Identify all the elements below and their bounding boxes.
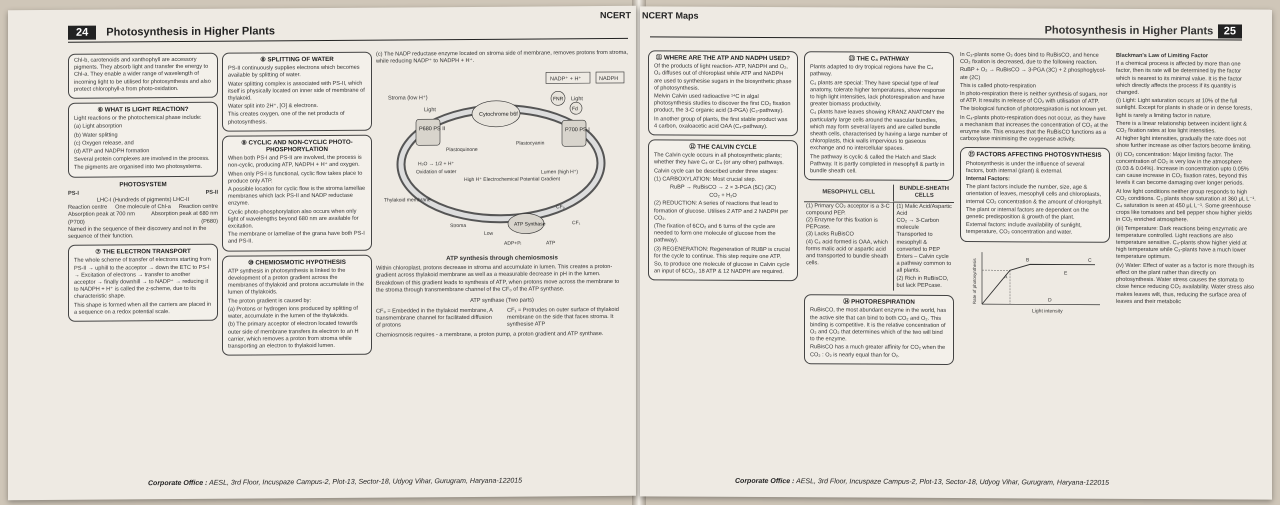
plastoquinone-label: Plastoquinone	[446, 147, 478, 154]
list-item: The plant factors include the number, size, age & orientation of leaves, mesophyll cells and chloroplasts, internal CO₂ concentration & the amount of chlorophyll.	[966, 184, 1103, 206]
absorption-peak-700: Absorption peak at 700 nm (P700)	[68, 211, 135, 226]
cf0-description: CF₀ = Embedded in the thylakoid membrane, A transmembrane channel for facilitated diffusion of protons	[376, 307, 493, 329]
list-item: Photosynthesis is under the influence of several factors, both internal (plant) & external.	[966, 160, 1085, 175]
list-item: Melvin Calvin used radioactive ¹⁴C in algal photosynthesis studies to discover the first CO₂ fixation product, the 3-C organic acid (3-PGA) (C₃-pathway).	[654, 93, 791, 115]
reaction-centre-1: Reaction centre	[68, 204, 108, 212]
table-cell: (4) C₄ acid formed is OAA, which forms malic acid or aspartic acid and transported to bundle sheath cells.	[806, 238, 889, 267]
list-item: (iii) Temperature: Dark reactions being enzymatic are temperature controlled. Light reactions are also temperature sensitive. C₄-plants show higher yield at high temperature while C₃-plants have a much lower temperature optimum.	[1116, 225, 1248, 261]
list-item: (3) REGENERATION: Regeneration of RUBP is crucial for the cycle to continue. This step require one ATP.	[654, 246, 790, 260]
list-item: The membrane or lamellae of the grana have both PS-I and PS-II.	[228, 230, 365, 246]
left-column-3	[376, 50, 628, 341]
left-page-header	[68, 20, 628, 43]
table-cell: Enters – Calvin cycle a pathway common to all plants.	[896, 253, 952, 275]
right-column-1	[648, 50, 798, 285]
list-item: Cyclic photo-phosphorylation also occurs when only light of wavelengths beyond 680 nm are available for excitation.	[228, 208, 359, 230]
accessory-pigments-text: Chl-b, carotenoids and xanthophyll are accessory pigments. They absorb light and transfer the energy to Chl-a. They enable a wider range of wavelength of incoming light to be utilised for photosynthesis and also protect chlorophyll-a from photo-oxidation.	[74, 56, 211, 93]
list-item: Plants adapted to dry tropical regions have the C₄ pathway.	[810, 64, 934, 78]
table-cell: (2) Rich in RuBisCO, but lack PEPcase.	[896, 275, 949, 289]
list-item: In C₄-plants photo-respiration does not occur, as they have a mechanism that increases the concentration of CO₂ at the enzyme site. This ensures that the RuBisCO functions as a carboxylase minimising the oxygenase activity.	[960, 114, 1108, 143]
table-cell: Transported to mesophyll & converted to PEP	[896, 232, 940, 253]
accessory-pigments-box	[68, 53, 218, 99]
light-label-1: Light	[424, 107, 436, 114]
electron-transport-text: The whole scheme of transfer of electrons starting from PS-II → uphill to the acceptor → down the ETC to PS-I → Excitation of electrons → transfer to another acceptor → finally downhill → to NADP⁺ → reducing it to NADPH + H⁺ is called the z-scheme, due to its characteristic shape.	[74, 257, 211, 301]
chemiosmosis-diagram	[376, 68, 628, 250]
internal-factors-heading: Internal Factors:	[966, 176, 1010, 183]
list-item: At higher light intensities, gradually the rate does not show further increase as other factors become limiting.	[1116, 136, 1252, 150]
electron-transport-title: ⑦ THE ELECTRON TRANSPORT	[95, 248, 191, 256]
light-label-2: Light	[571, 96, 583, 103]
reaction-centre-2: Reaction centre	[178, 203, 218, 211]
footer-label: Corporate Office :	[148, 479, 208, 488]
left-column-2	[222, 52, 372, 360]
left-footer	[148, 478, 522, 488]
water-label: H₂O → 1/2 + H⁺	[418, 161, 455, 168]
graph-point-d: D	[1048, 297, 1052, 304]
list-item: In another group of plants, the first stable product was 4 carbon, oxaloacetic acid OAA (C₄-pathway).	[654, 116, 788, 130]
graph-point-c: C	[1088, 257, 1092, 264]
photosystem-title: PHOTOSYSTEM	[119, 180, 167, 189]
list-item: Calvin cycle can be described under three stages:	[654, 168, 778, 175]
right-page	[600, 6, 1272, 499]
footer-address: AESL, 3rd Floor, Incuspaze Campus-2, Plot-13, Sector-18, Udyog Vihar, Gurugram, Haryana-122015	[796, 478, 1110, 487]
cyclic-title: ⑨ CYCLIC AND NON-CYCLIC PHOTO-PHOSPHORYLATION	[241, 138, 353, 154]
photosystem-chart	[68, 180, 218, 241]
ps2-label: PS-II	[205, 189, 218, 196]
photorespiration-equation: RuBP + O₂ → RuBisCO → 3-PGA (3C) + 2 phosphoglycol-ate (2C)	[960, 67, 1106, 81]
list-item: At low light conditions neither group responds to high CO₂ conditions. C₃ plants show saturation at 360 μL L⁻¹. C₄ saturation is seen at 450 μL L⁻¹. Some greenhouse crops like tomatoes and bell pepper show higher yields in CO₂ enriched atmosphere.	[1116, 188, 1256, 224]
table-cell: (1) Primary CO₂ acceptor is a 3-C compound PEP.	[806, 202, 890, 217]
graph-point-e: E	[1064, 270, 1068, 277]
p700-label: P700 PS I	[565, 127, 590, 134]
list-item: When only PS-I is functional, cyclic flow takes place to produce only ATP.	[228, 170, 363, 185]
list-item: Within chloroplast, protons decrease in stroma and accumulate in lumen. This creates a proton-gradient across thylakoid membrane as well as a measurable decrease in pH in the lumen.	[376, 263, 613, 279]
list-item: PS-II continuously supplies electrons which becomes available by splitting of water.	[228, 64, 360, 80]
calvin-cycle-title: ⑫ THE CALVIN CYCLE	[689, 143, 757, 151]
nadp-plus-label: NADP⁺ + H⁺	[550, 76, 582, 83]
factors-title: ⑮ FACTORS AFFECTING PHOTOSYNTHESIS	[968, 151, 1102, 160]
c4-pathway-box	[804, 51, 954, 181]
list-item: This is called photo-respiration	[960, 82, 1036, 90]
photorespiration-box	[804, 294, 954, 364]
list-item: (c) Oxygen release, and	[74, 140, 134, 147]
cf1-description: CF₁ = Protrudes on outer surface of thylakoid membrane on the side that faces stroma. It synthesise ATP	[507, 306, 619, 328]
light-reaction-title: ⑥ WHAT IS LIGHT REACTION?	[97, 105, 189, 114]
list-item: RuBisCO has a much greater affinity for CO₂ when the CO₂ : O₂ is nearly equal than for O₂.	[810, 344, 946, 359]
list-item: (d) ATP and NADPH formation	[74, 148, 150, 155]
bundle-sheath-header: BUNDLE-SHEATH CELLS	[894, 185, 954, 202]
list-item: The pigments are organised into two photosystems.	[74, 164, 203, 172]
list-item: ATP synthesis in photosynthesis is linked to the development of a proton gradient across the membranes of thylakoid and protons accumulate in the lumen of thylakoids.	[228, 267, 364, 297]
graph-point-b: B	[1026, 257, 1030, 264]
ncert-tab-left: NCERT	[600, 10, 631, 21]
nadp-reductase-text: (c) The NADP reductase enzyme located on stroma side of membrane, removes protons from stroma, while reducing NADP⁺ to NADPH + H⁺.	[376, 49, 628, 65]
list-item: C₄ plants are special: They have special type of leaf anatomy, tolerate higher temperatures, show response to high light intensities, lack photorespiration and have greater biomass productivity.	[810, 79, 946, 108]
right-column-3	[960, 52, 1110, 320]
table-cell: (1) Malic Acid/Aspartic Acid	[896, 203, 952, 217]
photorespiration-title: ⑭ PHOTORESPIRATION	[843, 298, 915, 306]
list-item: The biological function of photorespiration is not known yet.	[960, 106, 1107, 114]
lhc-label: LHC-I (Hundreds of pigments) LHC-II	[96, 196, 190, 204]
list-item: Water split into 2H⁺, [O] & electrons.	[228, 103, 319, 110]
stroma-label: Stroma	[450, 223, 467, 230]
right-page-title: Photosynthesis in Higher Plants	[1044, 24, 1214, 38]
list-item: There is a linear relationship between incident light & CO₂ fixation rates at low light intensities.	[1116, 120, 1247, 135]
footer-address: AESL, 3rd Floor, Incuspaze Campus-2, Plot-13, Sector-18, Udyog Vihar, Gurugram, Haryana-122015	[209, 477, 523, 487]
left-page	[8, 6, 636, 500]
list-item: (b) Water splitting	[74, 132, 118, 139]
oxidation-label: Oxidation of water	[416, 169, 457, 176]
lumen-label: Lumen (high H⁺)	[541, 169, 579, 176]
splitting-water-box	[222, 52, 372, 132]
atp-nadph-title: ⑪ WHERE ARE THE ATP AND NADPH USED?	[655, 54, 791, 63]
list-item: (1) CARBOXYLATION: Most crucial step.	[654, 176, 757, 183]
cf0-label: CF₀	[556, 204, 565, 211]
light-reaction-box	[68, 102, 218, 178]
right-page-header	[650, 18, 1242, 40]
list-item: (ii) CO₂ concentration: Major limiting factor. The concentration of CO₂ is very low in the atmosphere (0.03 & 0.04%). Increase in concentration upto 0.05% can cause increase in CO₂ fixation rates, beyond this levels it can become damaging over longer periods.	[1116, 151, 1249, 187]
list-item: When both PS-I and PS-II are involved, the process is non-cyclic, producing ATP, NADPH + H⁺ and oxygen.	[228, 154, 362, 170]
list-item: The Calvin cycle occurs in all photosynthetic plants; whether they have C₃ or C₄ (or any other) pathways.	[654, 152, 784, 167]
light-intensity-graph	[960, 246, 1110, 317]
graph-x-axis	[982, 304, 1100, 305]
list-item: Light reactions or the photochemical phase include:	[74, 115, 202, 122]
atp-nadph-box	[648, 50, 798, 136]
carboxylation-substrate: CO₂ + H₂O	[709, 192, 737, 200]
list-item: This creates oxygen, one of the net products of photosynthesis.	[228, 111, 345, 126]
list-item: Breakdown of this gradient leads to synthesis of ATP, when protons move across the membrane to the stroma through transmembrane channel of the CF₀ of the ATP synthase.	[376, 279, 620, 295]
ncert-tab-right: NCERT Maps	[642, 10, 699, 21]
page-number-left: 24	[68, 26, 96, 40]
table-cell: CO₂ → 3-Carbon molecule	[896, 217, 940, 232]
list-item: So, to produce one molecule of glucose in Calvin cycle an input of 6CO₂, 18 ATP & 12 NADPH are required.	[654, 261, 790, 276]
chemiosmotic-box	[222, 254, 372, 355]
cytochrome-label: Cytochrome b6f	[479, 112, 518, 119]
list-item: C₄ plants have leaves showing KRANZ ANATOMY the particularly large cells around the vascular bundles, which may form several layers and are called bundle sheath cells, characterised by having a large number of chloroplasts, thick walls impervious to gaseous exchange and no intercellular spaces.	[810, 109, 948, 153]
right-footer	[735, 478, 1109, 487]
calvin-cycle-box	[648, 139, 798, 281]
blackman-title: Blackman's Law of Limiting Factor	[1116, 52, 1209, 60]
diagram-caption: ATP synthesis through chemiosmosis	[446, 253, 558, 262]
list-item: RuBisCO, the most abundant enzyme in the world, has the active site that can bind to both CO₂ and O₂. This binding is competitive. It is the relative concentration of O₂ and CO₂ that determines which of the two will bind to the enzyme.	[810, 307, 947, 343]
list-item: (The fixation of 6CO₂ and 6 turns of the cycle are needed to form one molecule of glucose from the pathway).	[654, 223, 776, 245]
carboxylation-equation: RuBP → RuBisCO → 2 × 3-PGA (5C) (3C)	[669, 184, 777, 192]
mesophyll-bundle-table	[804, 184, 954, 291]
list-item: (a) Light absorption	[74, 123, 123, 131]
graph-point-a: A	[1004, 273, 1008, 280]
right-column-4	[1116, 53, 1256, 308]
plastocyanin-label: Plastocyanin	[516, 140, 545, 148]
electron-transport-box	[68, 244, 218, 322]
chl-a-molecule: One molecule of Chl-a	[115, 204, 171, 211]
chemiosmosis-requirements: Chemiosmosis requires - a membrane, a proton pump, a proton gradient and ATP synthase.	[376, 331, 604, 340]
atp-synthase-label: ATP Synthase	[514, 221, 546, 229]
gradient-label: High H⁺ Electrochemical Potential Gradient	[464, 176, 561, 184]
graph-y-label: Rate of photosynthesis	[972, 257, 977, 304]
cf1-label: CF₁	[572, 220, 581, 227]
ps1-label: PS-I	[68, 190, 79, 197]
table-cell: (2) Enzyme for this fixation is PEPcase.	[806, 217, 878, 231]
list-item: (2) REDUCTION: A series of reactions that lead to formation of glucose. Utilises 2 ATP and 2 NADPH per CO₂.	[654, 200, 789, 222]
stroma-low-label: Stroma (low H⁺)	[388, 95, 428, 102]
cyclic-box	[222, 134, 372, 251]
page-number-right: 25	[1218, 24, 1242, 38]
right-column-2	[804, 51, 954, 369]
thylakoid-label: Thylakoid membrane	[384, 197, 431, 204]
list-item: The proton gradient is caused by:	[228, 297, 312, 305]
list-item: The plant or internal factors are dependent on the genetic predisposition & growth of the plant.	[966, 206, 1089, 221]
left-column-1	[68, 53, 218, 326]
list-item: In photo-respiration there is neither synthesis of sugars, nor of ATP. It results in release of CO₂ with utilisation of ATP.	[960, 91, 1108, 105]
nadph-label: NADPH	[599, 76, 619, 83]
list-item: (a) Protons or hydrogen ions produced by splitting of water, accumulate in the lumen of the thylakoids.	[228, 305, 358, 320]
c4-pathway-title: ⑬ THE C₄ PATHWAY	[848, 55, 910, 63]
left-page-title: Photosynthesis in Higher Plants	[106, 25, 275, 39]
list-item: Of the products of light reaction- ATP, NADPH and O₂, O₂ diffuses out of chloroplast while ATP and NADPH are used to synthesise sugars in the biosynthetic phase of photosynthesis.	[654, 63, 792, 92]
graph-x-label: Light intensity	[1032, 308, 1063, 315]
fnr-label: FNR	[553, 96, 564, 103]
list-item: External factors: include availability of sunlight, temperature, CO₂ concentration and water.	[966, 222, 1082, 237]
atp-synthase-title: ATP synthase (Two parts)	[470, 297, 534, 304]
electron-transport-text-2: This shape is formed when all the carriers are placed in a sequence on a redox potential scale.	[74, 301, 212, 316]
list-item: (i) Light: Light saturation occurs at 10% of the full sunlight. Except for plants in shade or in dense forests, light is rarely a limiting factor in nature.	[1116, 98, 1252, 119]
list-item: A possible location for cyclic flow is the stroma lamellae membranes which lack PS-II and NADP reductase enzyme.	[228, 185, 366, 208]
list-item: (b) The primary acceptor of electron located towards outer side of membrane transfers its electron to an H carrier, which removes a proton from stroma while transporting an electron to thylakoid lumen.	[228, 321, 359, 350]
atp-label: ATP	[546, 240, 556, 247]
list-item: If a chemical process is affected by more than one factor, then its rate will be determined by the factor which is nearest to its minimal value. It is the factor which directly affects the process if its quantity is changed.	[1116, 61, 1242, 96]
mesophyll-header: MESOPHYLL CELL	[804, 184, 894, 201]
splitting-water-title: ⑧ SPLITTING OF WATER	[260, 55, 334, 64]
fd-label: Fd	[572, 106, 578, 113]
factors-box	[960, 147, 1110, 242]
photosystem-note: Named in the sequence of their discovery and not in the sequence of their function.	[68, 225, 207, 240]
absorption-peak-680: Absorption peak at 680 nm (P680)	[151, 211, 218, 225]
chemiosmotic-title: ⑩ CHEMIOSMOTIC HYPOTHESIS	[248, 258, 346, 267]
list-item: Several protein complexes are involved in the process.	[74, 156, 210, 163]
table-cell: (3) Lacks RuBisCO	[806, 231, 854, 238]
list-item: In C₃-plants some O₂ does bind to RuBisCO, and hence CO₂ fixation is decreased, due to the following reaction.	[960, 52, 1099, 66]
p680-label: P680 PS II	[419, 126, 446, 133]
low-label: Low	[484, 231, 494, 238]
list-item: (iv) Water: Effect of water as a factor is more through its effect on the plant rather than directly on photosynthesis. Water stress causes the stomata to close hence reducing CO₂ availability. Water stress also makes leaves wilt, thus, reducing the surface area of leaves and their metabolic	[1116, 262, 1255, 305]
footer-label: Corporate Office :	[735, 477, 795, 486]
list-item: Water splitting complex is associated with PS-II, which itself is physically located on inner side of membrane of thylakoid.	[228, 80, 365, 102]
list-item: The pathway is cyclic & called the Hatch and Slack Pathway. It is partly completed in mesophyll & partly in bundle sheath cell.	[810, 153, 945, 175]
adp-label: ADP+Pᵢ	[504, 241, 522, 248]
